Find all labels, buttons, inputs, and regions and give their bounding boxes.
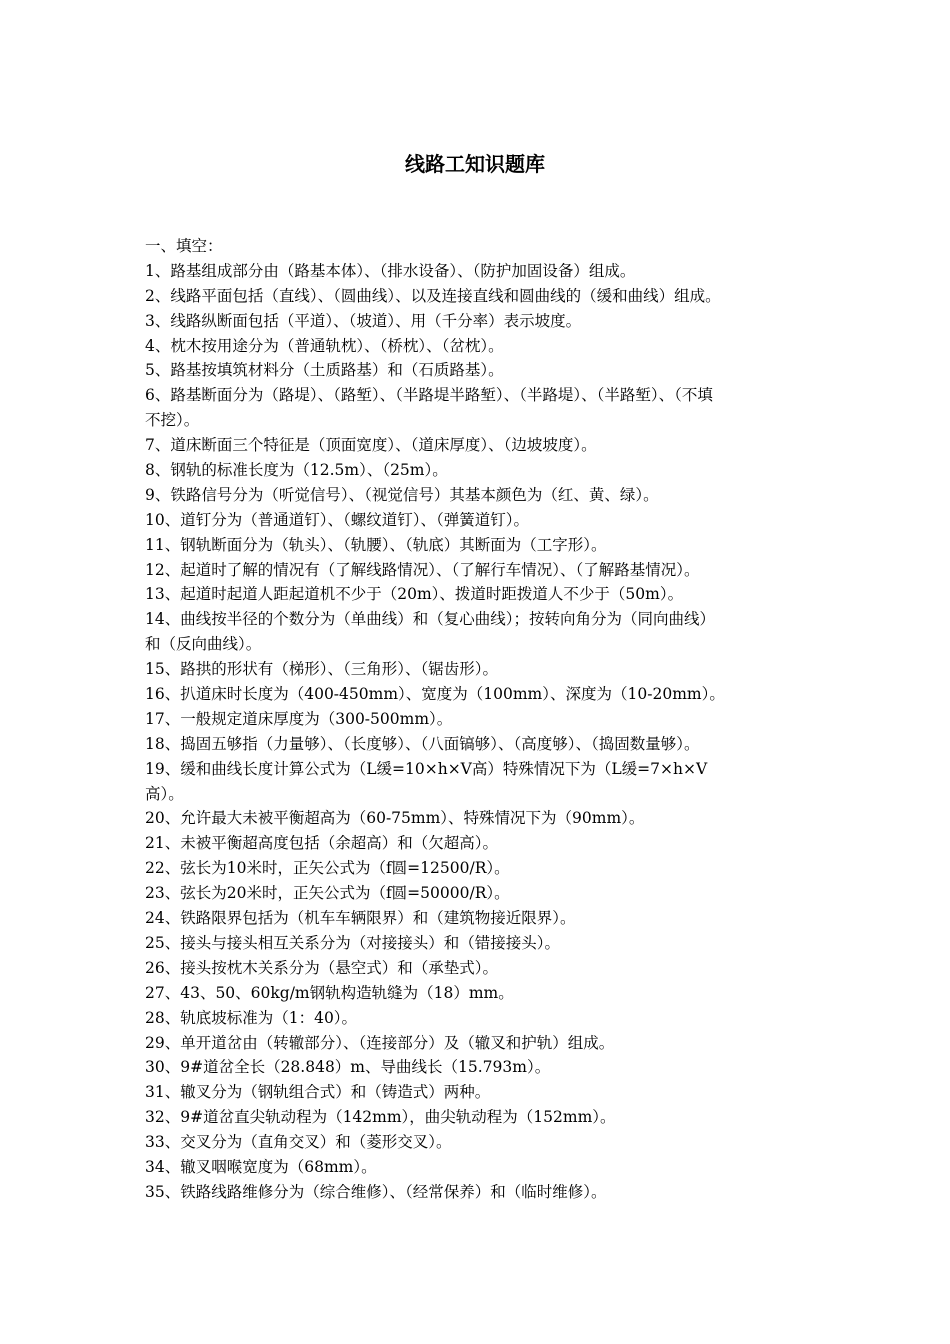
list-item (145, 1130, 812, 1155)
list-item (145, 682, 812, 707)
question-line: 35、铁路线路维修分为（综合维修）、（经常保养）和（临时维修）。 (145, 1182, 607, 1201)
question-line: 28、轨底坡标准为（1：40）。 (145, 1008, 358, 1027)
section-heading: 一、填空： (145, 237, 223, 255)
question-line: 31、辙叉分为（钢轨组合式）和（铸造式）两种。 (145, 1083, 491, 1102)
question-line: 5、路基按填筑材料分（土质路基）和（石质路基）。 (145, 361, 504, 380)
question-line: 16、扒道床时长度为（400-450mm）、宽度为（100mm）、深度为（10-20mm）。 (145, 685, 725, 704)
question-line: 19、缓和曲线长度计算公式为（L缓=10×h×V高）特殊情况下为（L缓=7×h×V (145, 759, 708, 778)
list-item (145, 757, 812, 807)
list-item (145, 657, 812, 682)
list-item (145, 558, 812, 583)
question-line: 27、43、50、60kg/m钢轨构造轨缝为（18）mm。 (145, 983, 514, 1002)
question-line: 22、弦长为10米时，正矢公式为（f圆=12500/R）。 (145, 859, 510, 878)
question-line: 13、起道时起道人距起道机不少于（20m）、拨道时距拨道人不少于（50m）。 (145, 585, 684, 604)
list-item (145, 1031, 812, 1056)
question-line: 26、接头按枕木关系分为（悬空式）和（承垫式）。 (145, 958, 498, 977)
question-line: 23、弦长为20米时，正矢公式为（f圆=50000/R）。 (145, 884, 510, 903)
question-line: 14、曲线按半径的个数分为（单曲线）和（复心曲线）；按转向角分为（同向曲线） (145, 610, 715, 629)
question-line: 7、道床断面三个特征是（顶面宽度）、（道床厚度）、（边坡坡度）。 (145, 436, 597, 455)
question-line: 32、9#道岔直尖轨动程为（142mm），曲尖轨动程为（152mm）。 (145, 1108, 616, 1127)
question-list (145, 259, 812, 1205)
list-item (145, 334, 812, 359)
question-line: 15、路拱的形状有（梯形）、（三角形）、（锯齿形）。 (145, 660, 498, 679)
list-item (145, 483, 812, 508)
question-line: 24、铁路限界包括为（机车车辆限界）和（建筑物接近限界）。 (145, 909, 576, 928)
list-item (145, 1006, 812, 1031)
list-item (145, 309, 812, 334)
list-item (145, 806, 812, 831)
list-item (145, 931, 812, 956)
question-line: 12、起道时了解的情况有（了解线路情况）、（了解行车情况）、（了解路基情况）。 (145, 560, 700, 579)
list-item (145, 284, 812, 309)
question-line: 10、道钉分为（普通道钉）、（螺纹道钉）、（弹簧道钉）。 (145, 510, 529, 529)
list-item (145, 458, 812, 483)
question-line: 29、单开道岔由（转辙部分）、（连接部分）及（辙叉和护轨）组成。 (145, 1033, 615, 1052)
question-line: 34、辙叉咽喉宽度为（68mm）。 (145, 1157, 377, 1176)
list-item (145, 259, 812, 284)
list-item (145, 1105, 812, 1130)
question-line: 21、未被平衡超高度包括（余超高）和（欠超高）。 (145, 834, 498, 853)
list-item (145, 707, 812, 732)
list-item (145, 582, 812, 607)
question-line: 11、钢轨断面分为（轨头）、（轨腰）、（轨底）其断面为（工字形）。 (145, 535, 607, 554)
question-line: 4、枕木按用途分为（普通轨枕）、（桥枕）、（岔枕）。 (145, 336, 504, 355)
list-item (145, 906, 812, 931)
list-item (145, 981, 812, 1006)
list-item (145, 533, 812, 558)
list-item (145, 732, 812, 757)
question-line: 33、交叉分为（直角交叉）和（菱形交叉）。 (145, 1133, 452, 1152)
list-item (145, 881, 812, 906)
list-item (145, 607, 812, 657)
question-line: 6、路基断面分为（路堤）、（路堑）、（半路堤半路堑）、（半路堤）、（半路堑）、（不填 (145, 386, 713, 405)
question-line: 和（反向曲线）。 (145, 635, 262, 654)
page-title: 线路工知识题库 (405, 152, 545, 176)
question-line: 20、允许最大未被平衡超高为（60-75mm）、特殊情况下为（90mm）。 (145, 809, 645, 828)
question-line: 25、接头与接头相互关系分为（对接接头）和（错接接头）。 (145, 933, 560, 952)
list-item (145, 383, 812, 433)
document-body (145, 234, 812, 1205)
list-item (145, 956, 812, 981)
question-line: 1、路基组成部分由（路基本体）、（排水设备）、（防护加固设备）组成。 (145, 261, 636, 280)
list-item (145, 831, 812, 856)
question-line: 高）。 (145, 784, 184, 803)
list-item (145, 1155, 812, 1180)
list-item (145, 1080, 812, 1105)
question-line: 30、9#道岔全长（28.848）m、导曲线长（15.793m）。 (145, 1058, 551, 1077)
list-item (145, 358, 812, 383)
list-item (145, 508, 812, 533)
list-item (145, 856, 812, 881)
list-item (145, 433, 812, 458)
question-line: 不挖）。 (145, 411, 200, 430)
question-line: 8、钢轨的标准长度为（12.5m）、（25m）。 (145, 461, 448, 480)
question-line: 18、捣固五够指（力量够）、（长度够）、（八面镐够）、（高度够）、（捣固数量够）。 (145, 734, 700, 753)
question-line: 2、线路平面包括（直线）、（圆曲线）、以及连接直线和圆曲线的（缓和曲线）组成。 (145, 286, 721, 305)
question-line: 9、铁路信号分为（听觉信号）、（视觉信号）其基本颜色为（红、黄、绿）。 (145, 485, 659, 504)
question-line: 17、一般规定道床厚度为（300-500mm）。 (145, 709, 453, 728)
list-item (145, 1055, 812, 1080)
question-line: 3、线路纵断面包括（平道）、（坡道）、用（千分率）表示坡度。 (145, 311, 582, 330)
list-item (145, 1180, 812, 1205)
